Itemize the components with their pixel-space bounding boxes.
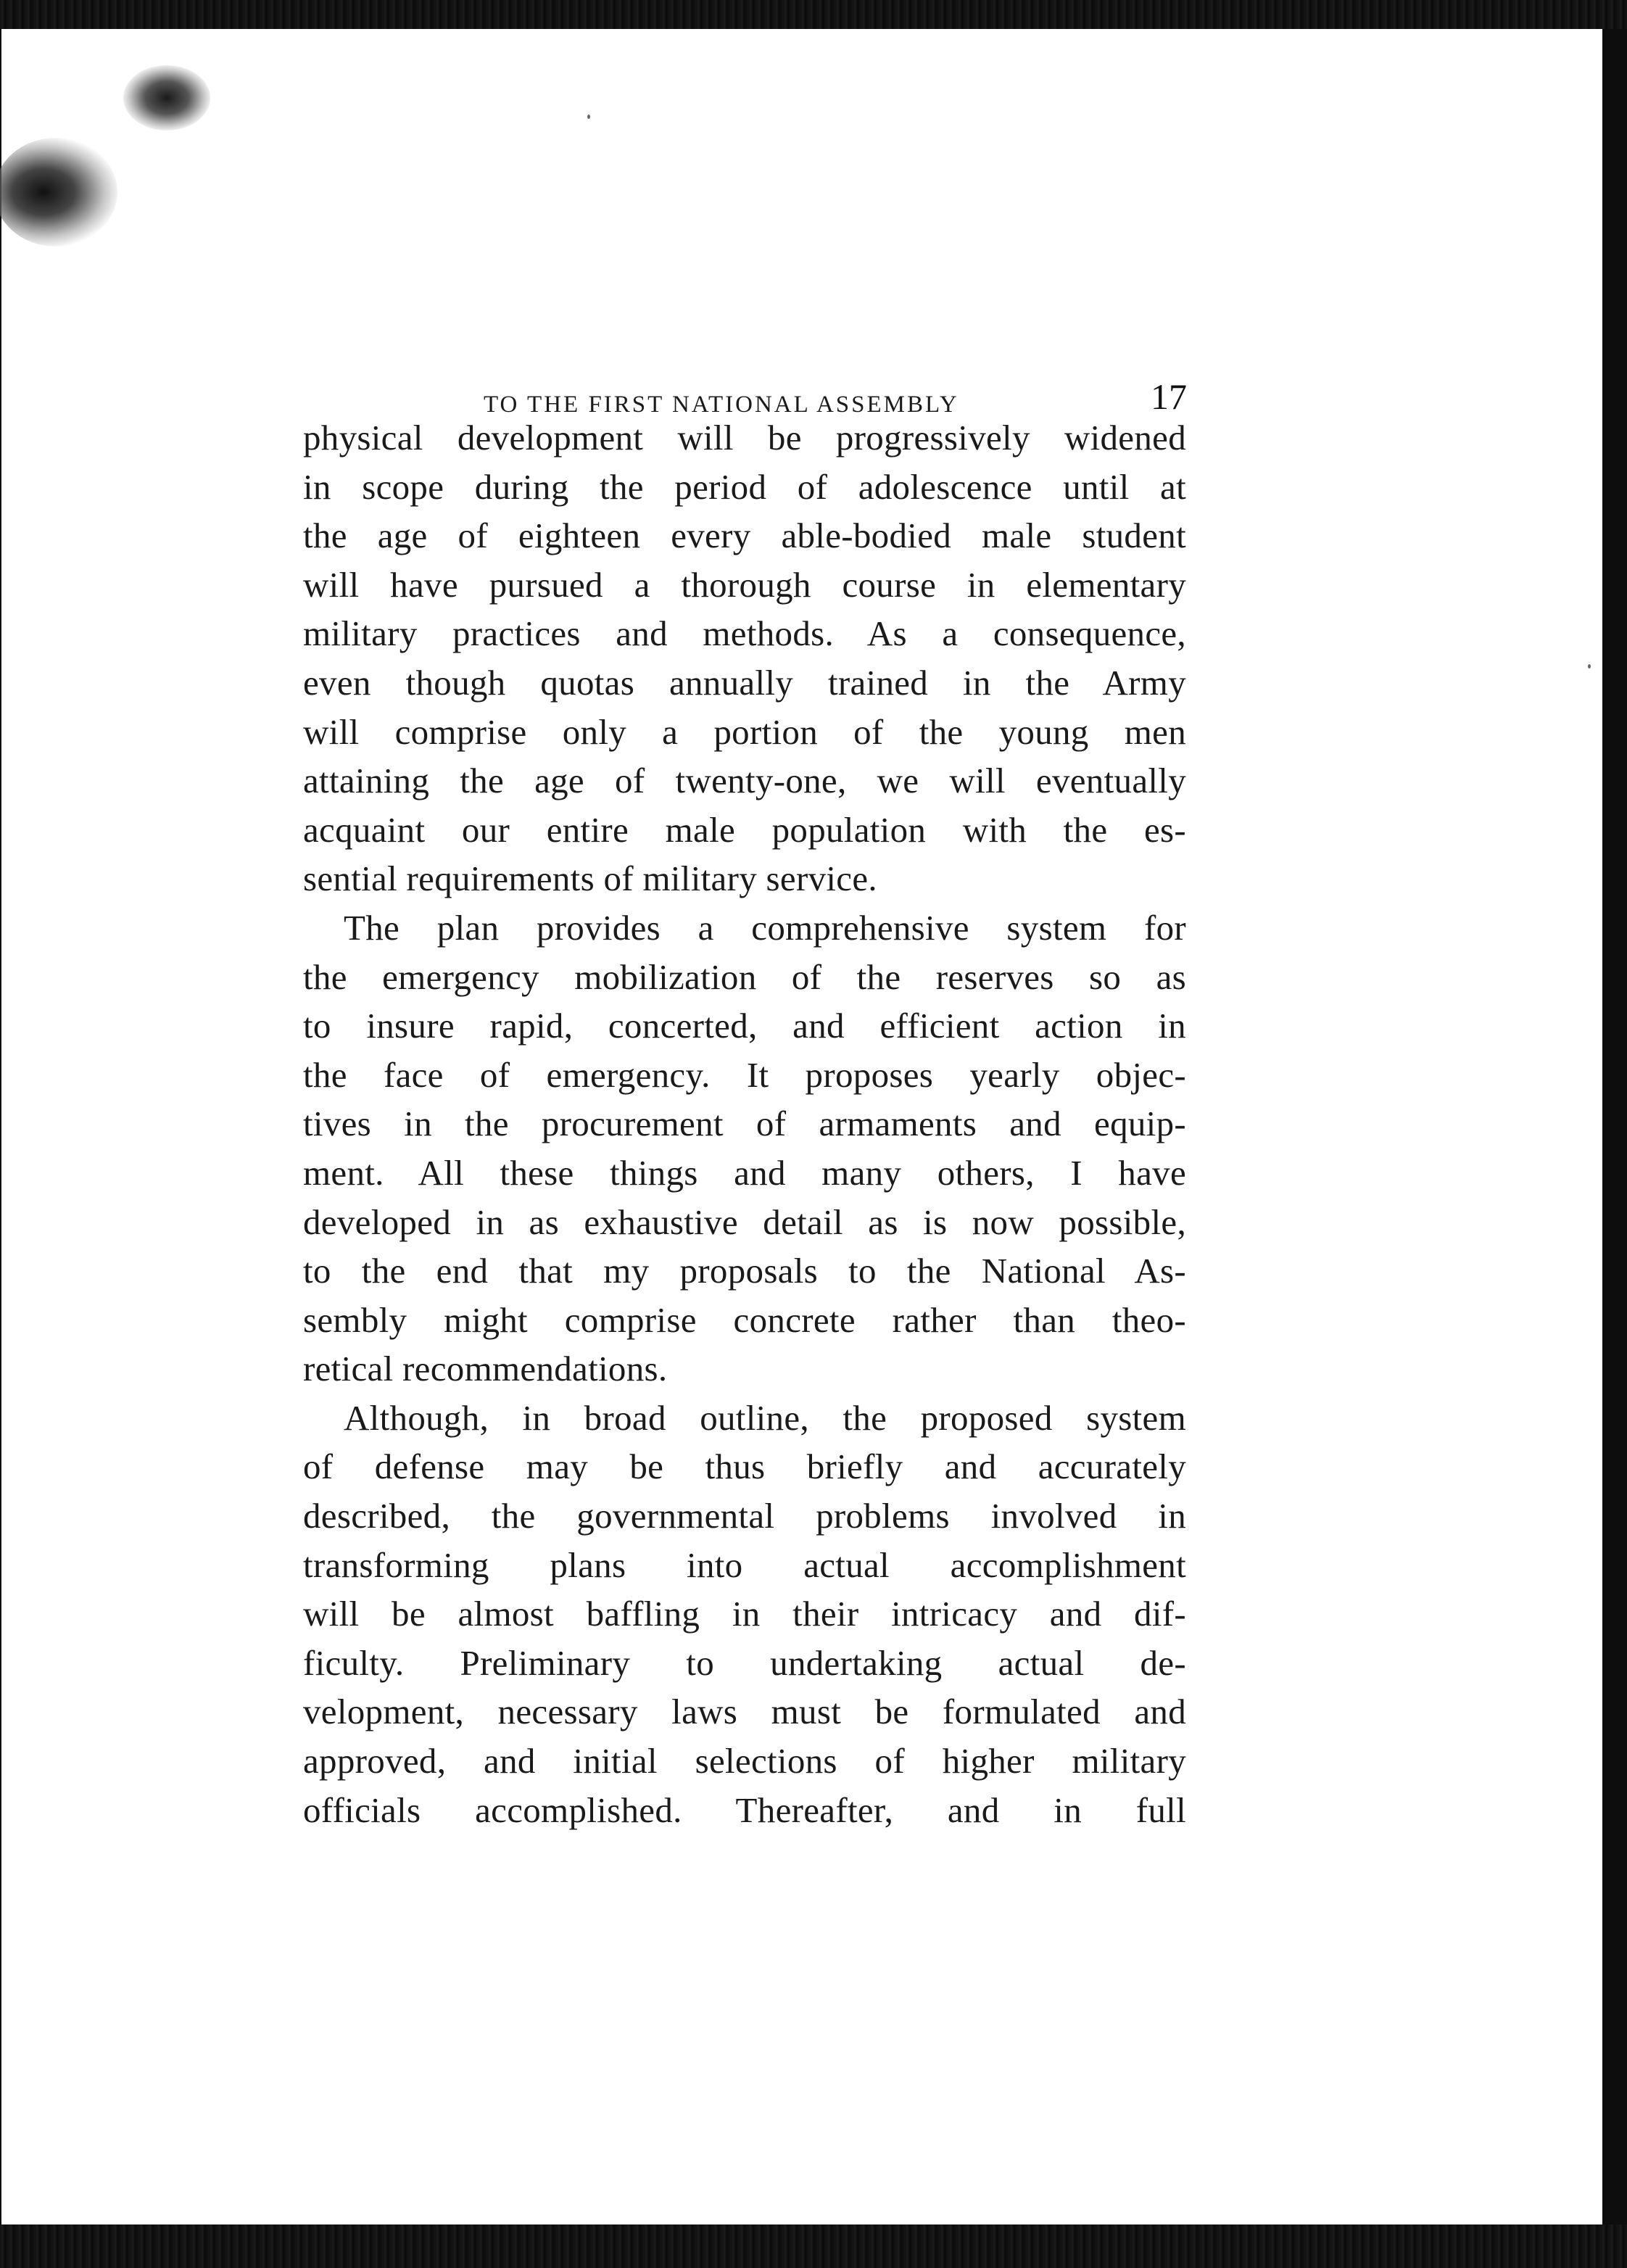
text-line: acquaint our entire male population with the es- bbox=[303, 809, 1186, 850]
text-line: will be almost baffling in their intricacy and dif- bbox=[303, 1594, 1186, 1634]
running-head bbox=[484, 376, 1201, 419]
text-line: ment. All these things and many others, I have bbox=[303, 1152, 1186, 1193]
text-line: attaining the age of twenty-one, we will eventually bbox=[303, 761, 1186, 801]
body-text bbox=[303, 413, 1186, 1834]
text-line: velopment, necessary laws must be formulated and bbox=[303, 1692, 1186, 1732]
text-line: in scope during the period of adolescence until at bbox=[303, 466, 1186, 507]
dust-speck bbox=[587, 115, 590, 119]
text-line: officials accomplished. Thereafter, and in full bbox=[303, 1789, 1186, 1830]
text-line: developed in as exhaustive detail as is now possible, bbox=[303, 1201, 1186, 1242]
text-line: physical development will be progressively widened bbox=[303, 418, 1186, 458]
dust-speck bbox=[1588, 664, 1591, 669]
text-line: the emergency mobilization of the reserves so as bbox=[303, 956, 1186, 997]
text-line: will comprise only a portion of the young men bbox=[303, 711, 1186, 752]
text-line: approved, and initial selections of higher military bbox=[303, 1741, 1186, 1781]
running-title: TO THE FIRST NATIONAL ASSEMBLY bbox=[484, 392, 959, 418]
text-line: described, the governmental problems involved in bbox=[303, 1496, 1186, 1536]
text-line: the face of emergency. It proposes yearly objec- bbox=[303, 1054, 1186, 1095]
text-line: sembly might comprise concrete rather than theo- bbox=[303, 1299, 1186, 1340]
text-line: ficulty. Preliminary to undertaking actual de- bbox=[303, 1642, 1186, 1683]
text-line: transforming plans into actual accomplishment bbox=[303, 1544, 1186, 1585]
text-line: The plan provides a comprehensive system for bbox=[344, 907, 1186, 948]
text-line: Although, in broad outline, the proposed system bbox=[344, 1397, 1186, 1438]
film-border-bottom bbox=[0, 2224, 1627, 2268]
film-border-top bbox=[0, 0, 1627, 29]
ink-blot bbox=[123, 65, 210, 131]
text-line: to the end that my proposals to the National As- bbox=[303, 1251, 1186, 1291]
text-line: the age of eighteen every able-bodied male student bbox=[303, 516, 1186, 556]
text-line: will have pursued a thorough course in elementary bbox=[303, 564, 1186, 605]
text-line: even though quotas annually trained in the Army bbox=[303, 662, 1186, 703]
text-line: sential requirements of military service. bbox=[303, 858, 877, 899]
text-line: of defense may be thus briefly and accurately bbox=[303, 1447, 1186, 1487]
text-line: retical recommendations. bbox=[303, 1349, 668, 1389]
text-line: military practices and methods. As a consequence, bbox=[303, 613, 1186, 654]
text-line: tives in the procurement of armaments and equip- bbox=[303, 1104, 1186, 1144]
text-line: to insure rapid, concerted, and efficient action in bbox=[303, 1006, 1186, 1046]
ink-blot bbox=[0, 138, 117, 247]
page-number: 17 bbox=[1151, 376, 1187, 417]
